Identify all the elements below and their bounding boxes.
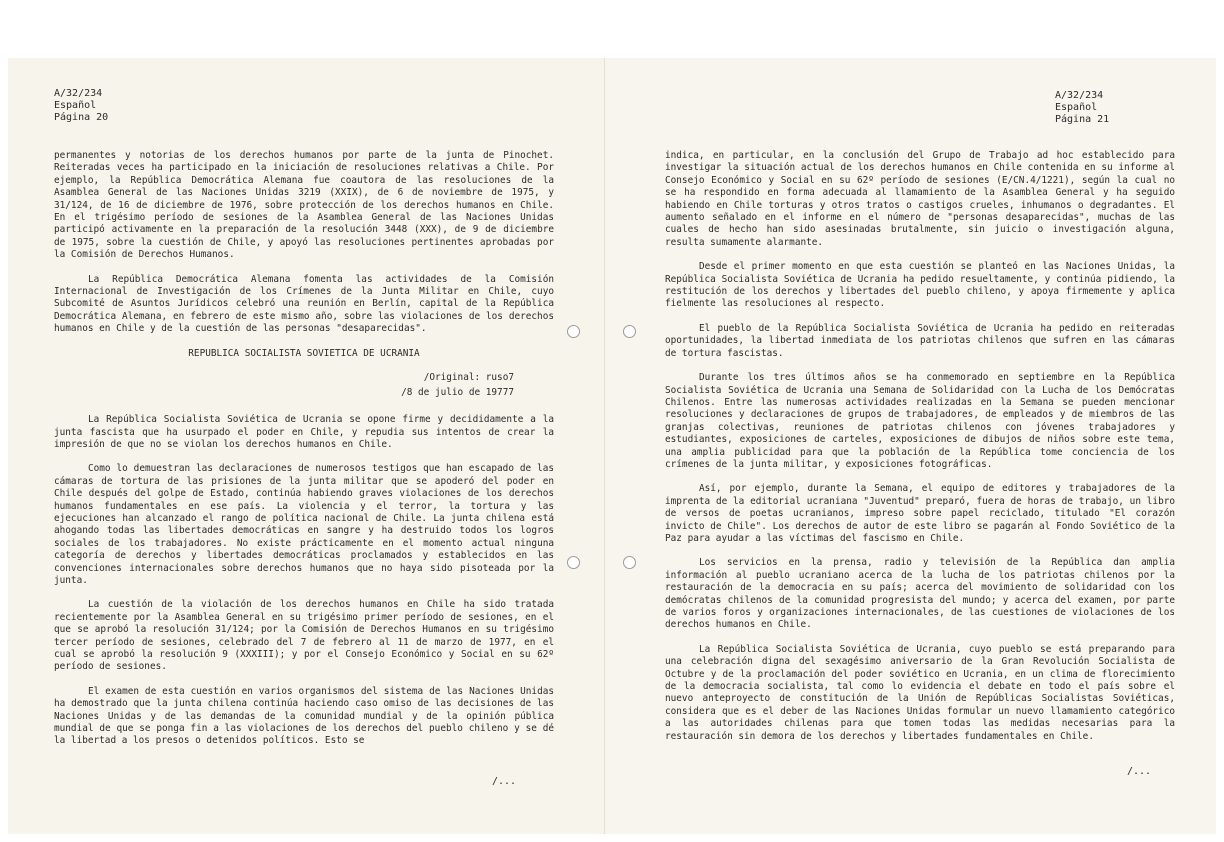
continuation-mark: /... bbox=[492, 776, 517, 787]
paragraph: Durante los tres últimos años se ha conmemorado en septiembre en la República Socialista Soviética de Ucrania una Semana de Solidaridad con la Lucha de los Demócratas Chilenos. Entre las numerosas actividades realizadas en la Semana se pueden mencionar resoluciones y declaraciones de grupos de trabajadores, de empleados y de miembros de las granjas colectivas, reuniones de patriotas chilenos con jóvenes trabajadores y estudiantes, exposiciones de carteles, exposiciones de dibujos de niños sobre este tema, una amplia publicidad para que la población de la República tome conciencia de los crímenes de la junta militar, y exposiciones fotográficas. bbox=[665, 372, 1175, 470]
paragraph: La República Socialista Soviética de Ucrania, cuyo pueblo se está preparando para una celebración digna del sexagésimo aniversario de la Gran Revolución Socialista de Octubre y de la proclamación del poder soviético en Ucrania, en un clima de florecimiento de la democracia socialista, tal como lo evidencia el debate en todo el país sobre el nuevo anteproyecto de constitución de la Unión de Repúblicas Socialistas Soviéticas, considera que es el deber de las Naciones Unidas formular un nuevo llamamiento categórico a las autoridades chilenas para que tomen todas las medidas necesarias para la restauración sin demora de los derechos y libertades fundamentales en Chile. bbox=[665, 643, 1175, 742]
paragraph: Así, por ejemplo, durante la Semana, el equipo de editores y trabajadores de la imprenta de la editorial ucraniana "Juventud" preparó, fuera de horas de trabajo, un libro de versos de poetas ucranianos, impreso sobre papel reciclado, titulado "El corazón invicto de Chile". Los derechos de autor de este libro se pagarán al Fondo Soviético de la Paz para ayudar a las víctimas del fascismo en Chile. bbox=[665, 483, 1175, 544]
paragraph: El examen de esta cuestión en varios organismos del sistema de las Naciones Unidas ha demostrado que la junta chilena continúa haciendo caso omiso de las decisiones de las Naciones Unidas y de las demandas de la comunidad mundial y de la opinión pública mundial de que se ponga fin a las violaciones de los derechos del pueblo chileno y se dé la libertad a los presos o detenidos políticos. Esto se bbox=[54, 685, 554, 747]
page-header: A/32/234 Español Página 20 bbox=[54, 88, 109, 123]
paragraph: Desde el primer momento en que esta cuestión se planteó en las Naciones Unidas, la República Socialista Soviética de Ucrania ha pedido resueltamente, y continúa pidiendo, la restitución de los derechos y libertades del pueblo chileno, y apoya firmemente y aplica fielmente las resoluciones al respecto. bbox=[665, 261, 1175, 310]
document-spread bbox=[8, 58, 1216, 834]
binder-hole bbox=[567, 556, 580, 569]
paragraph: La República Socialista Soviética de Ucrania se opone firme y decididamente a la junta fascista que ha usurpado el poder en Chile, y repudia sus intentos de crear la impresión de que no se violan los derechos humanos en Chile. bbox=[54, 414, 554, 450]
paragraph: La cuestión de la violación de los derechos humanos en Chile ha sido tratada recientemente por la Asamblea General en su trigésimo primer período de sesiones, en el que se aprobó la resolución 31/124; por la Comisión de Derechos Humanos en su trigésimo tercer período de sesiones, celebrado del 7 de febrero al 11 de marzo de 1977, en el cual se aprobó la resolución 9 (XXXIII); y por el Consejo Económico y Social en su 62º período de sesiones. bbox=[54, 599, 554, 673]
binder-hole bbox=[623, 325, 636, 338]
page-body bbox=[665, 150, 1175, 755]
binder-hole bbox=[567, 325, 580, 338]
page-header: A/32/234 Español Página 21 bbox=[1055, 90, 1110, 125]
paragraph: El pueblo de la República Socialista Soviética de Ucrania ha pedido en reiteradas oportunidades, la libertad inmediata de los patriotas chilenos que sufren en las cámaras de tortura fascistas. bbox=[665, 322, 1175, 359]
page-left bbox=[8, 58, 605, 834]
original-language-note: /Original: ruso7 bbox=[423, 372, 514, 384]
section-heading: REPUBLICA SOCIALISTA SOVIETICA DE UCRANIA bbox=[188, 347, 420, 359]
date-note: /8 de julio de 19777 bbox=[401, 387, 514, 399]
paragraph: indica, en particular, en la conclusión del Grupo de Trabajo ad hoc establecido para investigar la situación actual de los derechos humanos en Chile contenida en su informe al Consejo Económico y Social en su 62º período de sesiones (E/CN.4/1221), según la cual no se ha respondido en forma adecuada al llamamiento de la Asamblea General y ha seguido habiendo en Chile torturas y otros tratos o castigos crueles, inhumanos o degradantes. El aumento señalado en el informe en el número de "personas desaparecidas", muchas de las cuales de hecho han sido asesinadas brutalmente, sin juicio o investigación alguna, resulta sumamente alarmante. bbox=[665, 150, 1175, 248]
paragraph: La República Democrática Alemana fomenta las actividades de la Comisión Internacional de Investigación de los Crímenes de la Junta Militar en Chile, cuyo Subcomité de Asuntos Jurídicos celebró una reunión en Berlín, capital de la República Democrática Alemana, en febrero de este mismo año, sobre las violaciones de los derechos humanos en Chile y de la cuestión de las personas "desaparecidas". bbox=[54, 273, 554, 335]
paragraph: Como lo demuestran las declaraciones de numerosos testigos que han escapado de las cámaras de tortura de las prisiones de la junta militar que se apoderó del poder en Chile después del golpe de Estado, continúa habiendo graves violaciones de los derechos humanos fundamentales en ese país. La violencia y el terror, la tortura y las ejecuciones han alcanzado el rango de política nacional de Chile. La junta chilena está ahogando todas las libertades democráticas en sangre y ha destruido todos los logros sociales de los trabajadores. No existe prácticamente en el momento actual ninguna categoría de derechos y libertades democráticas proclamados y establecidos en las convenciones internacionales sobre derechos humanos que no haya sido pisoteada por la junta. bbox=[54, 463, 554, 586]
binder-hole bbox=[623, 556, 636, 569]
paragraph: permanentes y notorias de los derechos humanos por parte de la junta de Pinochet. Reiteradas veces ha participado en la iniciación de resoluciones relativas a Chile. Por ejemplo, la República Democrática Alemana fue coautora de las resoluciones de la Asamblea General de las Naciones Unidas 3219 (XXIX), de 6 de noviembre de 1975, y 31/124, de 16 de diciembre de 1976, sobre protección de los derechos humanos en Chile. En el trigésimo período de sesiones de la Asamblea General de las Naciones Unidas participó activamente en la preparación de la resolución 3448 (XXX), de 9 de diciembre de 1975, sobre la cuestión de Chile, y apoyó las resoluciones pertinentes aprobadas por la Comisión de Derechos Humanos. bbox=[54, 150, 554, 261]
continuation-mark: /... bbox=[1127, 766, 1152, 777]
paragraph: Los servicios en la prensa, radio y televisión de la República dan amplia información al pueblo ucraniano acerca de la lucha de los patriotas chilenos por la restauración de la democracia en su país; acerca del movimiento de solidaridad con los demócratas chilenos de la comunidad progresista del mundo; y acerca del examen, por parte de varios foros y organizaciones internacionales, de las cuestiones de violaciones de los derechos humanos en Chile. bbox=[665, 557, 1175, 631]
page-right bbox=[605, 58, 1216, 834]
page-body bbox=[54, 150, 554, 760]
